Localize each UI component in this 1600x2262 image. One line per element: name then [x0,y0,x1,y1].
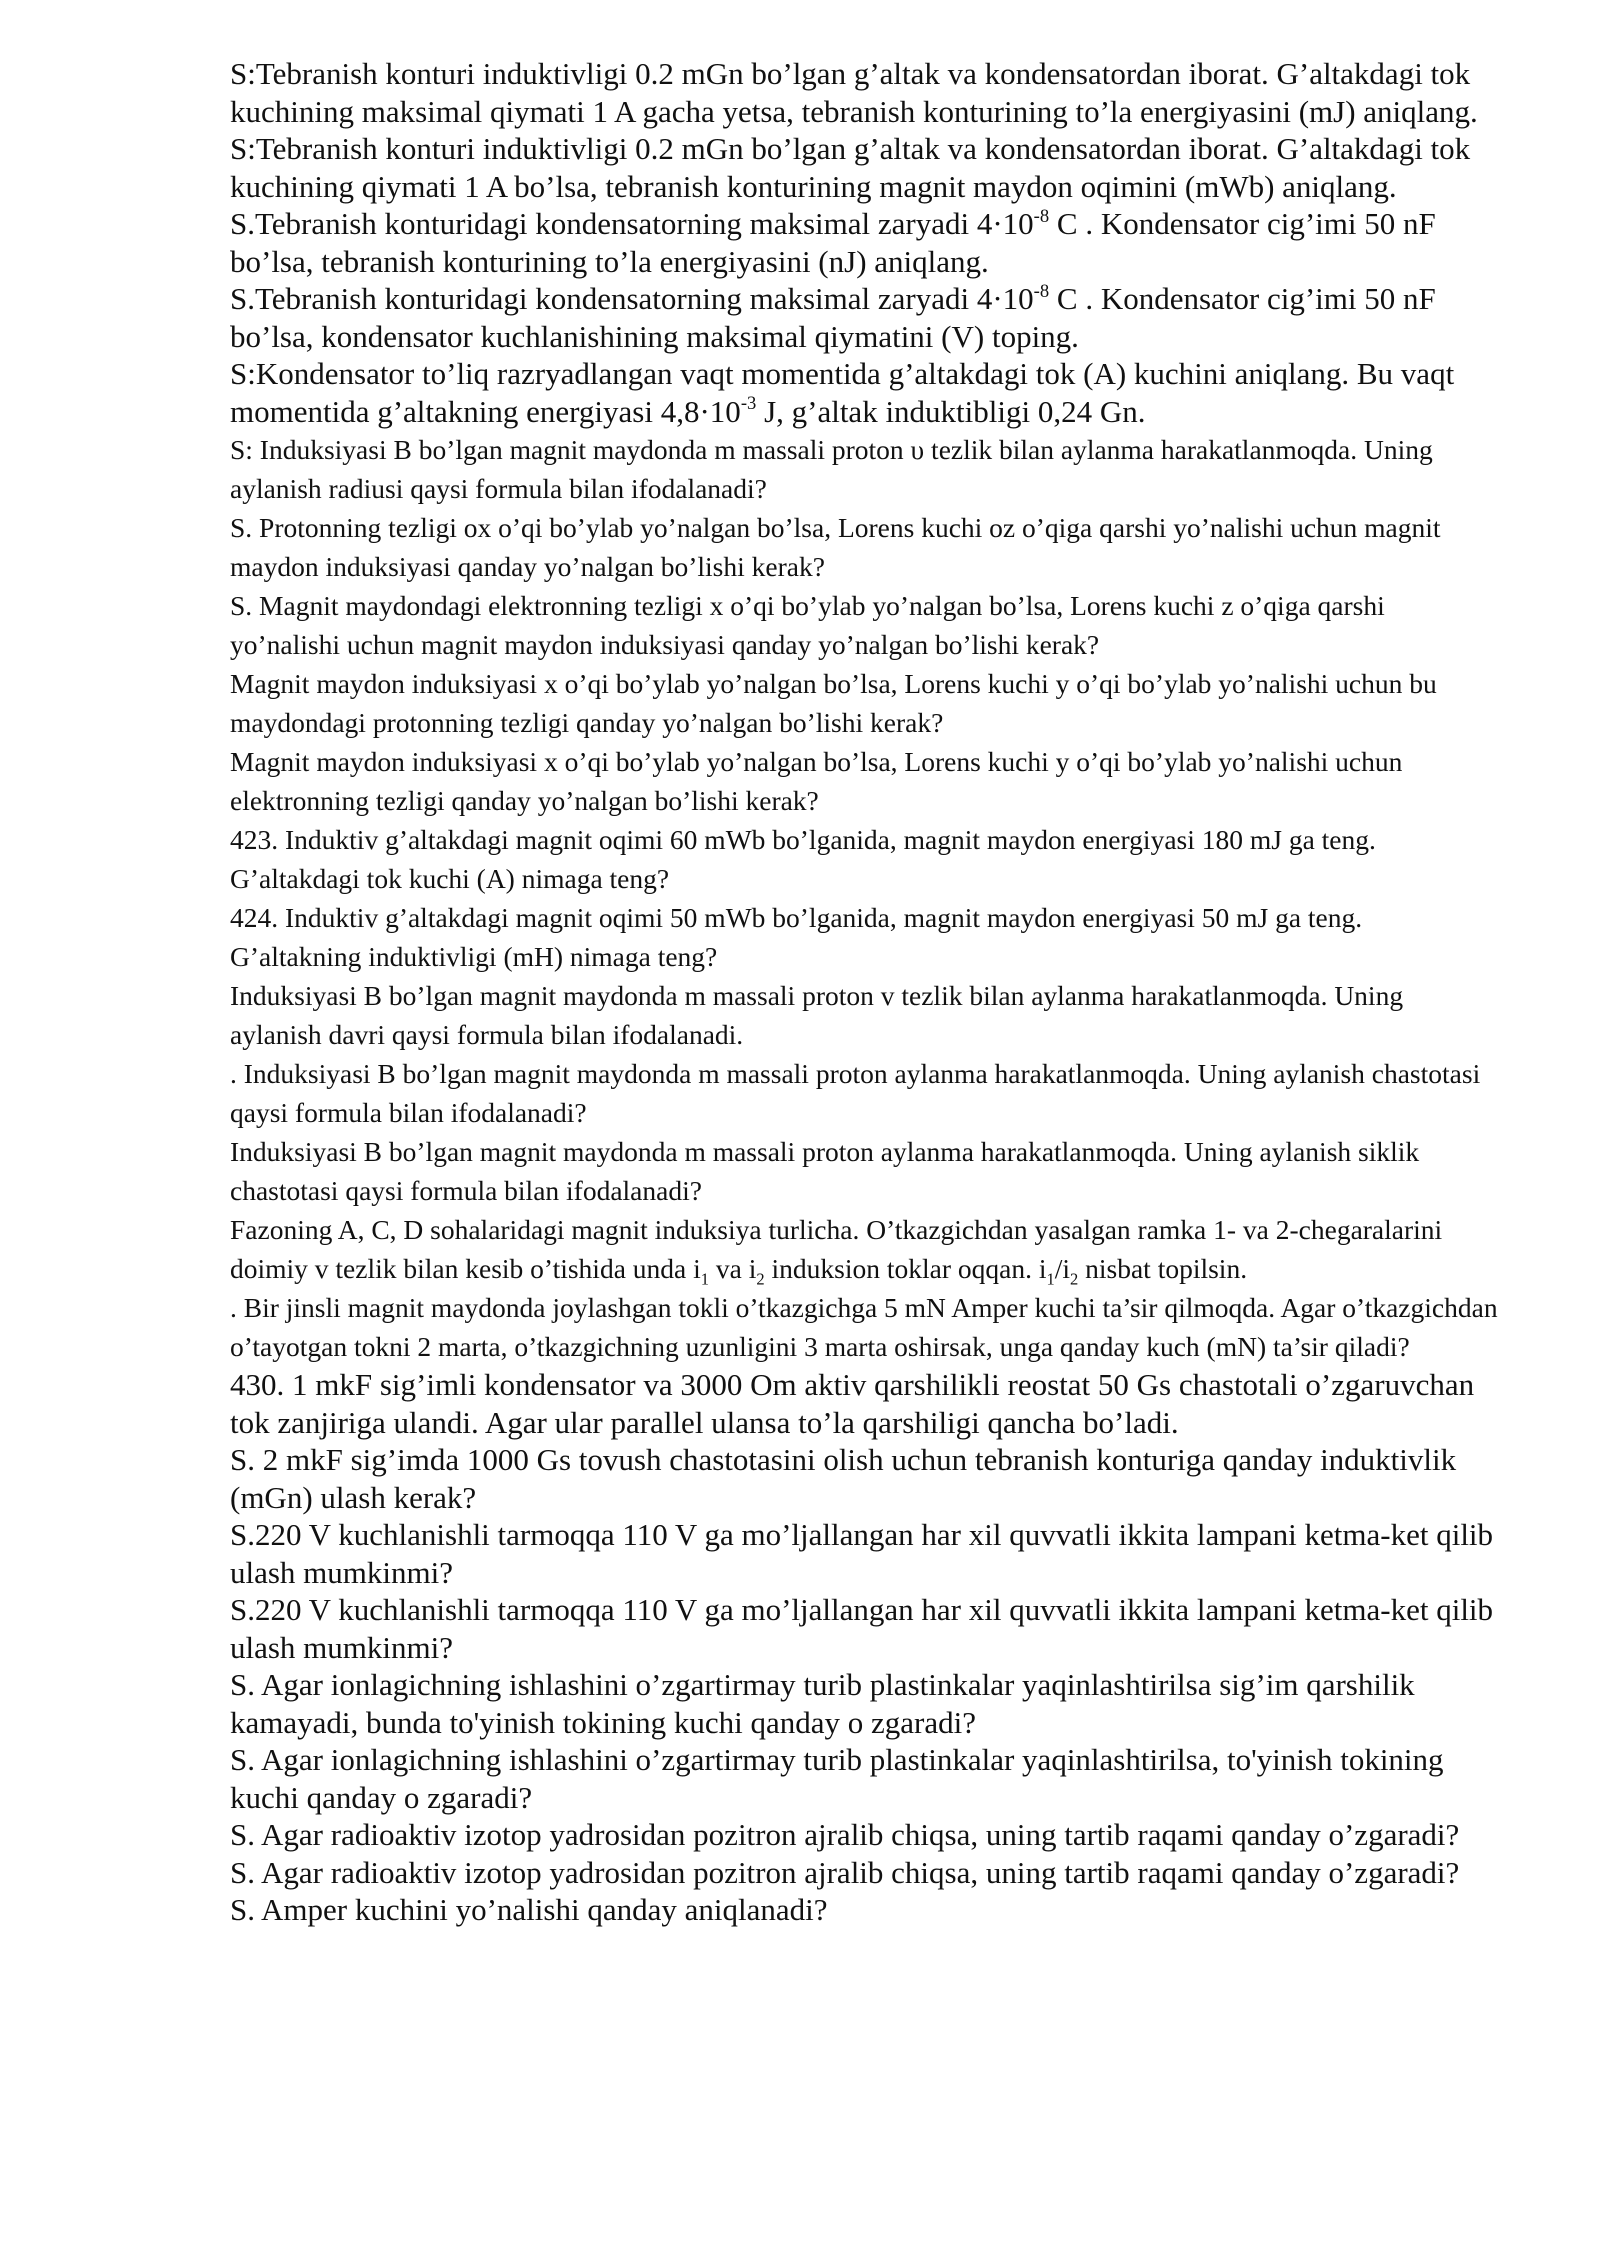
text-run: 424. Induktiv g’altakdagi magnit oqimi 50 mWb bo’lganida, magnit maydon energiyasi 50 mJ ga teng. G’altakning induktivligi (mH) nimaga teng? [230,902,1363,972]
text-run: . Bir jinsli magnit maydonda joylashgan tokli o’tkazgichga 5 mN Amper kuchi ta’sir qilmoqda. Agar o’tkazgichdan o’tayotgan tokni 2 marta, o’tkazgichning uzunligini 3 marta oshirsak, unga qanday kuch (mN) ta’sir qiladi? [230,1292,1498,1362]
question-paragraph-14 [230,1054,1500,1132]
text-run: /i [1054,1253,1070,1284]
text-run: S.Tebranish konturidagi kondensatorning maksimal zaryadi 4·10 [230,281,1034,316]
question-paragraph-5 [230,355,1500,430]
subscript: 2 [756,1269,765,1289]
subscript: 1 [1046,1269,1055,1289]
question-paragraph-12 [230,898,1500,976]
text-run: nisbat topilsin. [1078,1253,1248,1284]
text-run: S.220 V kuchlanishli tarmoqqa 110 V ga mo’ljallangan har xil quvvatli ikkita lampani ketma-ket qilib ulash mumkinmi? [230,1517,1494,1590]
document-body [230,55,1500,1929]
text-run: S: Induksiyasi B bo’lgan magnit maydonda m massali proton υ tezlik bilan aylanma harakatlanmoqda. Uning aylanish radiusi qaysi formula bilan ifodalanadi? [230,434,1433,504]
question-paragraph-11 [230,820,1500,898]
subscript: 2 [1070,1269,1079,1289]
question-paragraph-3 [230,205,1500,280]
text-run: induksion toklar oqqan. i [764,1253,1047,1284]
text-run: S:Kondensator to’liq razryadlangan vaqt momentida g’altakdagi tok (A) kuchini aniqlang. Bu vaqt momentida g’altakning energiyasi 4,8·10 [230,356,1455,429]
text-run: Induksiyasi B bo’lgan magnit maydonda m massali proton aylanma harakatlanmoqda. Uning aylanish siklik chastotasi qaysi formula bilan ifodalanadi? [230,1136,1420,1206]
text-run: Induksiyasi B bo’lgan magnit maydonda m massali proton v tezlik bilan aylanma harakatlanmoqda. Uning aylanish davri qaysi formula bilan ifodalanadi. [230,980,1404,1050]
question-paragraph-19 [230,1441,1500,1516]
question-paragraph-22 [230,1666,1500,1741]
text-run: . Induksiyasi B bo’lgan magnit maydonda m massali proton aylanma harakatlanmoqda. Uning aylanish chastotasi qaysi formula bilan ifodalanadi? [230,1058,1481,1128]
text-run: S. Agar radioaktiv izotop yadrosidan pozitron ajralib chiqsa, uning tartib raqami qanday o’zgaradi? [230,1854,1460,1890]
text-run: S. Magnit maydondagi elektronning tezligi x o’qi bo’ylab yo’nalgan bo’lsa, Lorens kuchi z o’qiga qarshi yo’nalishi uchun magnit maydon induksiyasi qanday yo’nalgan bo’lishi kerak? [230,590,1385,660]
text-run: Fazoning A, C, D sohalaridagi magnit induksiya turlicha. O’tkazgichdan yasalgan ramka 1- va 2-chegaralarini doimiy v tezlik bilan kesib o’tishida unda i [230,1214,1443,1284]
question-paragraph-16 [230,1210,1500,1288]
question-paragraph-13 [230,976,1500,1054]
question-paragraph-1 [230,55,1500,130]
question-paragraph-20 [230,1516,1500,1591]
question-paragraph-23 [230,1741,1500,1816]
text-run: S. Agar radioaktiv izotop yadrosidan pozitron ajralib chiqsa, uning tartib raqami qanday o’zgaradi? [230,1817,1460,1852]
question-paragraph-2 [230,130,1500,205]
text-run: C . Kondensator cig’imi 50 nF bo’lsa, tebranish konturining to’la energiyasini (nJ) aniqlang. [230,206,1436,279]
text-run: J, g’altak induktibligi 0,24 Gn. [756,393,1146,429]
text-run: S. Agar ionlagichning ishlashini o’zgartirmay turib plastinkalar yaqinlashtirilsa sig’im qarshilik kamayadi, bunda to'yinish tokining kuchi qanday o zgaradi? [230,1667,1415,1740]
text-run: va i [709,1253,757,1284]
text-run: S. Amper kuchini yo’nalishi qanday aniqlanadi? [230,1892,828,1927]
question-paragraph-8 [230,586,1500,664]
superscript: -8 [1033,280,1050,302]
text-run: C . Kondensator cig’imi 50 nF bo’lsa, kondensator kuchlanishining maksimal qiymatini (V) toping. [230,281,1436,354]
question-paragraph-15 [230,1132,1500,1210]
superscript: -3 [740,393,757,415]
question-paragraph-9 [230,664,1500,742]
text-run: S.220 V kuchlanishli tarmoqqa 110 V ga mo’ljallangan har xil quvvatli ikkita lampani ketma-ket qilib ulash mumkinmi? [230,1592,1494,1665]
question-paragraph-4 [230,280,1500,355]
text-run: 423. Induktiv g’altakdagi magnit oqimi 60 mWb bo’lganida, magnit maydon energiyasi 180 mJ ga teng. G’altakdagi tok kuchi (A) nimaga teng? [230,824,1376,894]
question-paragraph-17 [230,1288,1500,1366]
question-paragraph-10 [230,742,1500,820]
question-paragraph-7 [230,508,1500,586]
text-run: Magnit maydon induksiyasi x o’qi bo’ylab yo’nalgan bo’lsa, Lorens kuchi y o’qi bo’ylab yo’nalishi uchun elektronning tezligi qanday yo’nalgan bo’lishi kerak? [230,746,1403,816]
question-paragraph-21 [230,1591,1500,1666]
question-paragraph-26 [230,1891,1500,1929]
text-run: S.Tebranish konturidagi kondensatorning maksimal zaryadi 4·10 [230,206,1034,241]
text-run: Magnit maydon induksiyasi x o’qi bo’ylab yo’nalgan bo’lsa, Lorens kuchi y o’qi bo’ylab yo’nalishi uchun bu maydondagi protonning tezligi qanday yo’nalgan bo’lishi kerak? [230,668,1437,738]
subscript: 1 [700,1269,709,1289]
question-paragraph-18 [230,1366,1500,1441]
text-run: S. Agar ionlagichning ishlashini o’zgartirmay turib plastinkalar yaqinlashtirilsa, to'yinish tokining kuchi qanday o zgaradi? [230,1742,1444,1815]
text-run: S:Tebranish konturi induktivligi 0.2 mGn bo’lgan g’altak va kondensatordan iborat. G’altakdagi tok kuchining qiymati 1 A bo’lsa, tebranish konturining magnit maydon oqimini (mWb) aniqlang. [230,131,1471,204]
text-run: S. Protonning tezligi ox o’qi bo’ylab yo’nalgan bo’lsa, Lorens kuchi oz o’qiga qarshi yo’nalishi uchun magnit maydon induksiyasi qanday yo’nalgan bo’lishi kerak? [230,512,1441,582]
question-paragraph-25 [230,1854,1500,1892]
question-paragraph-6 [230,430,1500,508]
text-run: S:Tebranish konturi induktivligi 0.2 mGn bo’lgan g’altak va kondensatordan iborat. G’altakdagi tok kuchining maksimal qiymati 1 A gacha yetsa, tebranish konturining to’la energiyasini (mJ) aniqlang. [230,56,1478,129]
text-run: 430. 1 mkF sig’imli kondensator va 3000 Om aktiv qarshilikli reostat 50 Gs chastotali o’zgaruvchan tok zanjiriga ulandi. Agar ular parallel ulansa to’la qarshiligi qancha bo’ladi. [230,1367,1475,1440]
text-run: S. 2 mkF sig’imda 1000 Gs tovush chastotasini olish uchun tebranish konturiga qanday induktivlik (mGn) ulash kerak? [230,1442,1457,1515]
superscript: -8 [1033,205,1050,227]
question-paragraph-24 [230,1816,1500,1854]
